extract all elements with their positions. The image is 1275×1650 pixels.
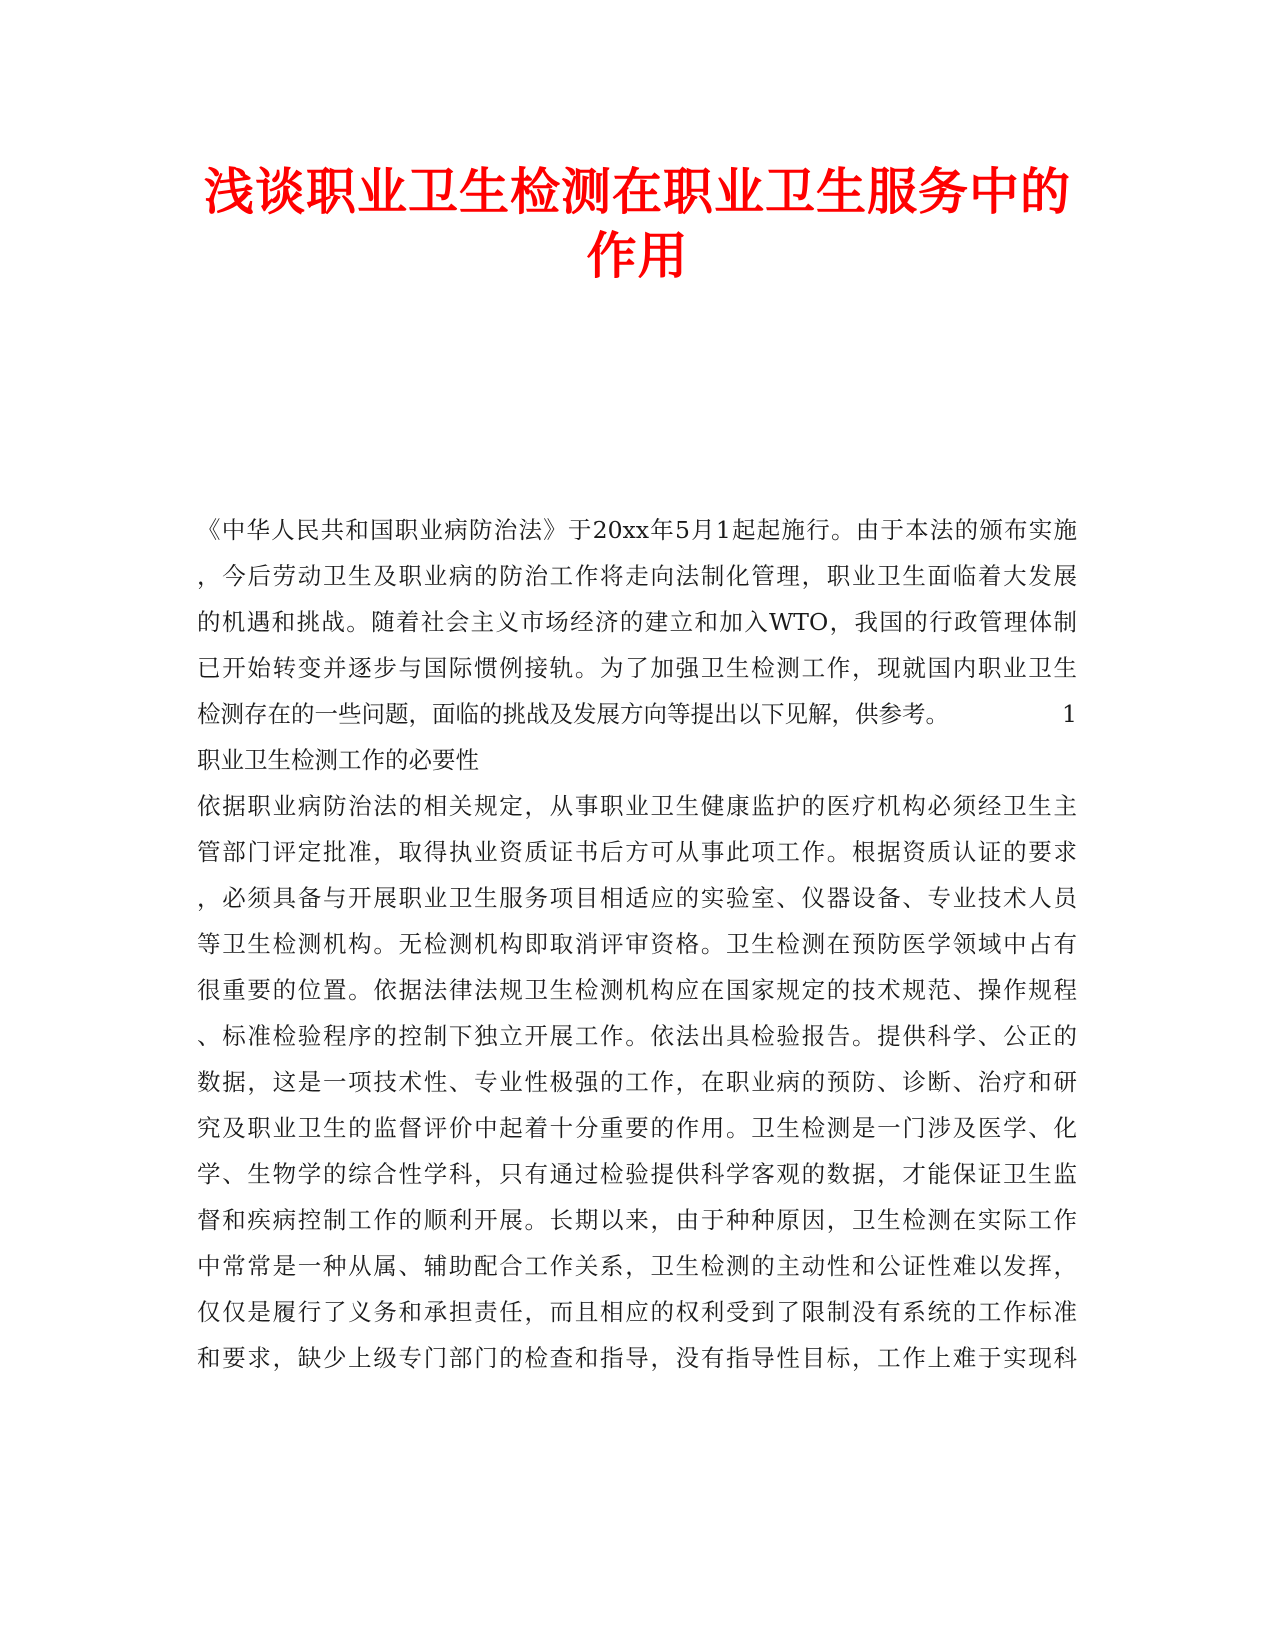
body-line: ，今后劳动卫生及职业病的防治工作将走向法制化管理，职业卫生面临着大发展 bbox=[197, 562, 1077, 590]
section-heading: 职业卫生检测工作的必要性 bbox=[197, 746, 479, 774]
body-line: 仅仅是履行了义务和承担责任，而且相应的权利受到了限制没有系统的工作标准 bbox=[197, 1298, 1077, 1326]
body-line: 学、生物学的综合性学科，只有通过检验提供科学客观的数据，才能保证卫生监 bbox=[197, 1160, 1077, 1188]
body-line: 《中华人民共和国职业病防治法》于20xx年5月1起起施行。由于本法的颁布实施 bbox=[197, 516, 1077, 544]
section-number: 1 bbox=[1062, 700, 1077, 728]
body-line: 依据职业病防治法的相关规定，从事职业卫生健康监护的医疗机构必须经卫生主 bbox=[197, 792, 1077, 820]
body-line: 管部门评定批准，取得执业资质证书后方可从事此项工作。根据资质认证的要求 bbox=[197, 838, 1077, 866]
body-line: 督和疾病控制工作的顺利开展。长期以来，由于种种原因，卫生检测在实际工作 bbox=[197, 1206, 1077, 1234]
body-line: 等卫生检测机构。无检测机构即取消评审资格。卫生检测在预防医学领域中占有 bbox=[197, 930, 1077, 958]
body-line: 究及职业卫生的监督评价中起着十分重要的作用。卫生检测是一门涉及医学、化 bbox=[197, 1114, 1077, 1142]
body-line: 中常常是一种从属、辅助配合工作关系，卫生检测的主动性和公证性难以发挥， bbox=[197, 1252, 1077, 1280]
body-line: ，必须具备与开展职业卫生服务项目相适应的实验室、仪器设备、专业技术人员 bbox=[197, 884, 1077, 912]
body-line: 很重要的位置。依据法律法规卫生检测机构应在国家规定的技术规范、操作规程 bbox=[197, 976, 1077, 1004]
body-line-with-number bbox=[197, 690, 1077, 738]
document-title-line-2: 作用 bbox=[586, 226, 689, 285]
body-line-text: 检测存在的一些问题，面临的挑战及发展方向等提出以下见解，供参考。 bbox=[197, 700, 949, 728]
body-line: 的机遇和挑战。随着社会主义市场经济的建立和加入WTO，我国的行政管理体制 bbox=[197, 608, 1077, 636]
body-line: 和要求，缺少上级专门部门的检查和指导，没有指导性目标，工作上难于实现科 bbox=[197, 1344, 1077, 1372]
body-line: 数据，这是一项技术性、专业性极强的工作，在职业病的预防、诊断、治疗和研 bbox=[197, 1068, 1077, 1096]
body-line: 已开始转变并逐步与国际惯例接轨。为了加强卫生检测工作，现就国内职业卫生 bbox=[197, 654, 1077, 682]
document-title-line-1: 浅谈职业卫生检测在职业卫生服务中的 bbox=[204, 162, 1071, 221]
body-line: 、标准检验程序的控制下独立开展工作。依法出具检验报告。提供科学、公正的 bbox=[197, 1022, 1077, 1050]
